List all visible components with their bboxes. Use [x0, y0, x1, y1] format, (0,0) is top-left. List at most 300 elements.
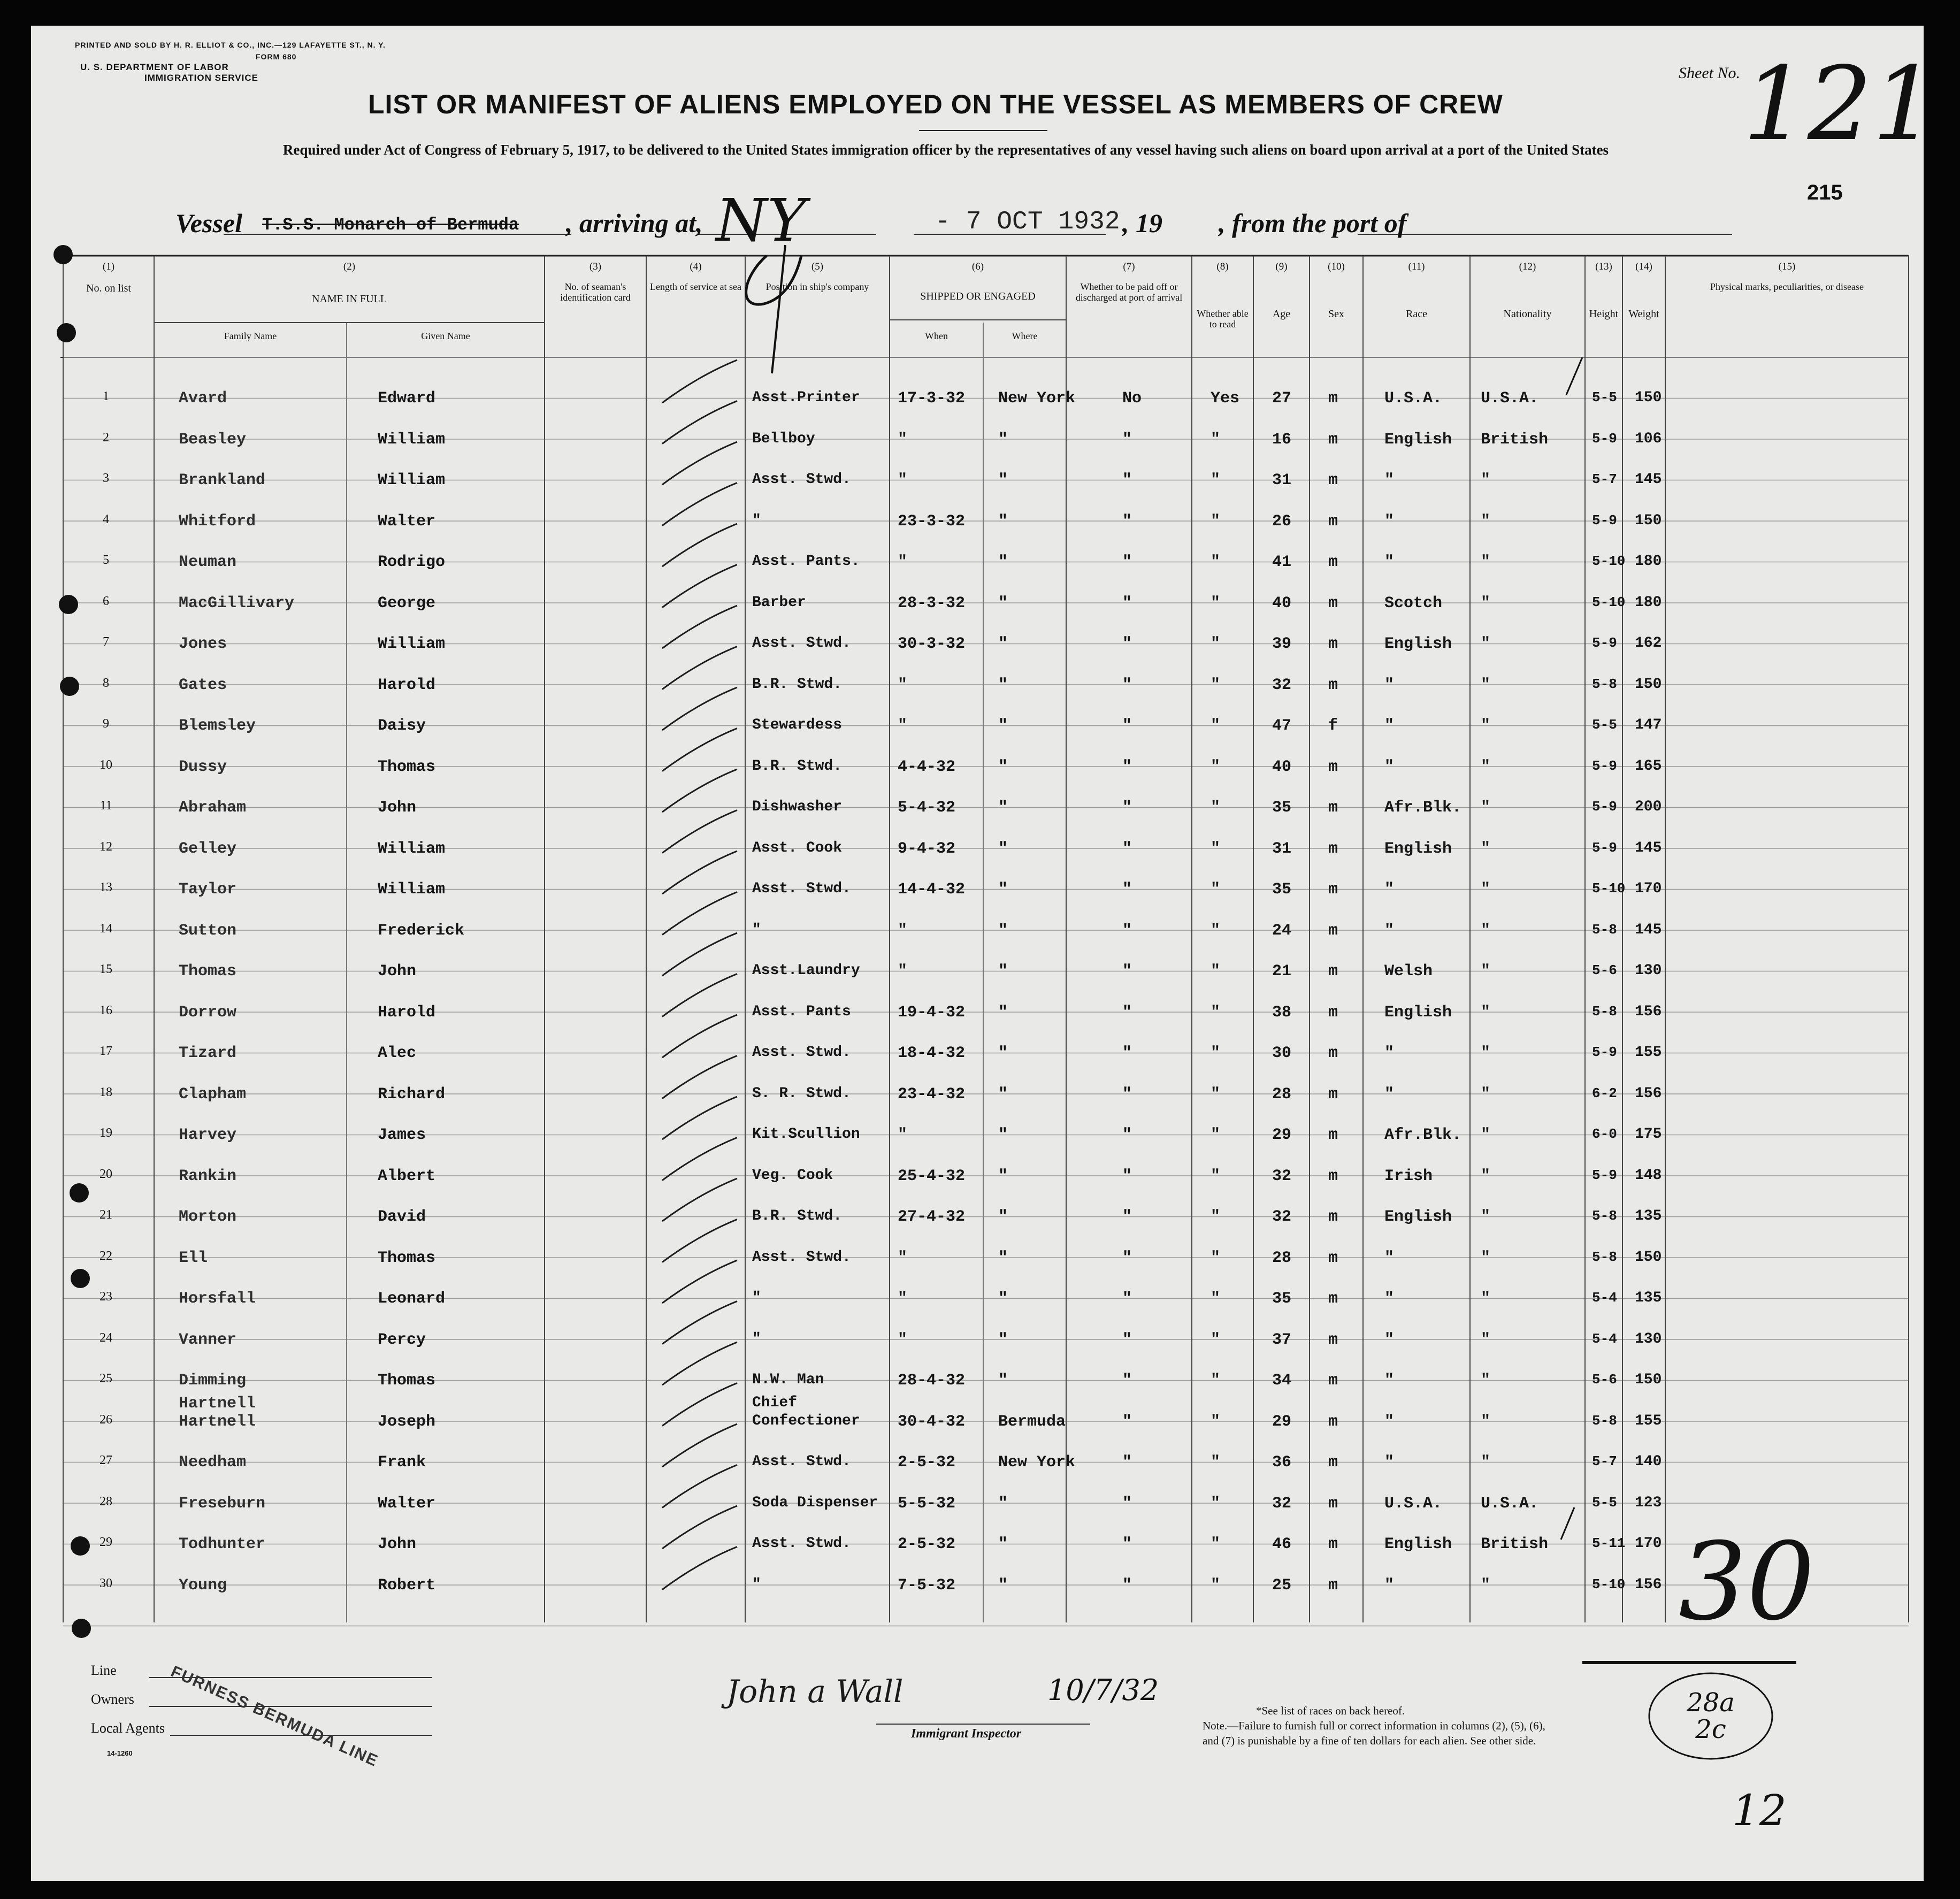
nationality: " — [1481, 471, 1491, 489]
nationality: " — [1481, 717, 1491, 735]
height: 5-11 — [1592, 1535, 1626, 1551]
weight: 145 — [1635, 921, 1662, 938]
race: Afr.Blk. — [1384, 1126, 1462, 1144]
shipped-when: 2-5-32 — [898, 1535, 956, 1553]
given-name: Albert — [378, 1167, 436, 1185]
column-title: Weight — [1628, 308, 1659, 320]
age: 31 — [1272, 471, 1292, 489]
weight: 106 — [1635, 430, 1662, 447]
able-to-read: " — [1211, 1290, 1221, 1308]
race: " — [1384, 1453, 1395, 1472]
height: 5-7 — [1592, 1453, 1617, 1469]
race: " — [1384, 757, 1395, 776]
row-number: 14 — [99, 921, 112, 936]
family-name: Hartnell — [179, 1412, 256, 1431]
weight: 150 — [1635, 512, 1662, 529]
column-subtitle: Where — [1012, 331, 1038, 341]
family-name: Neuman — [179, 553, 237, 571]
able-to-read: " — [1211, 962, 1221, 981]
shipped-when: 19-4-32 — [898, 1003, 966, 1022]
sex: m — [1328, 757, 1338, 776]
weight: 130 — [1635, 962, 1662, 979]
nationality: " — [1481, 880, 1491, 899]
row-number: 5 — [103, 553, 109, 567]
race: English — [1384, 1208, 1452, 1226]
sex: m — [1328, 1372, 1338, 1390]
row-number: 20 — [99, 1167, 112, 1181]
arriving-at-label: , arriving at, — [566, 208, 703, 238]
circled-note-bottom: 2c — [1695, 1714, 1726, 1744]
height: 5-9 — [1592, 1167, 1617, 1183]
furness-stamp: FURNESS BERMUDA LINE — [168, 1663, 381, 1771]
weight: 123 — [1635, 1494, 1662, 1511]
row-number: 23 — [99, 1290, 112, 1304]
shipped-when: " — [898, 471, 908, 489]
column-title: SHIPPED OR ENGAGED — [920, 290, 1036, 302]
given-name: Alec — [378, 1044, 417, 1062]
shipped-where: " — [998, 880, 1008, 899]
weight: 148 — [1635, 1167, 1662, 1184]
family-name: Thomas — [179, 962, 237, 981]
shipped-when: " — [898, 553, 908, 571]
shipped-where: " — [998, 1208, 1008, 1226]
page-number: 215 — [1807, 181, 1843, 204]
position: Dishwasher — [752, 799, 843, 815]
shipped-when: " — [898, 717, 908, 735]
nationality: " — [1481, 839, 1491, 858]
able-to-read: " — [1211, 921, 1221, 940]
paid-off: " — [1122, 1412, 1132, 1431]
race: " — [1384, 717, 1395, 735]
punch-hole — [53, 245, 73, 264]
able-to-read: " — [1211, 1208, 1221, 1226]
race: " — [1384, 1576, 1395, 1595]
weight: 155 — [1635, 1044, 1662, 1061]
shipped-when: 18-4-32 — [898, 1044, 966, 1062]
owners-label: Owners — [91, 1691, 134, 1707]
family-name-above: Hartnell — [179, 1394, 256, 1413]
shipped-where: " — [998, 594, 1008, 612]
shipped-when: 28-4-32 — [898, 1372, 966, 1390]
paid-off: " — [1122, 512, 1132, 531]
given-name: Edward — [378, 389, 436, 408]
column-number: (3) — [589, 261, 602, 272]
weight: 150 — [1635, 389, 1662, 406]
age: 35 — [1272, 799, 1292, 817]
shipped-where: " — [998, 839, 1008, 858]
height: 5-5 — [1592, 389, 1617, 405]
given-name: James — [378, 1126, 426, 1144]
column-title: Height — [1589, 308, 1619, 320]
column-number: (10) — [1328, 261, 1345, 272]
paid-off: " — [1122, 921, 1132, 940]
height: 5-9 — [1592, 635, 1617, 651]
punch-hole — [71, 1269, 90, 1288]
form-number: FORM 680 — [256, 52, 297, 61]
family-name: Needham — [179, 1453, 247, 1472]
column-number: (8) — [1216, 261, 1229, 272]
age: 36 — [1272, 1453, 1292, 1472]
row-number: 9 — [103, 717, 109, 731]
shipped-where: " — [998, 757, 1008, 776]
able-to-read: " — [1211, 1044, 1221, 1062]
position: Soda Dispenser — [752, 1494, 878, 1511]
sex: m — [1328, 1167, 1338, 1185]
position: Asst. Stwd. — [752, 471, 851, 488]
weight: 150 — [1635, 1249, 1662, 1266]
family-name: Taylor — [179, 880, 237, 899]
family-name: Freseburn — [179, 1494, 266, 1513]
table-row — [31, 1004, 1924, 1045]
column-number: (5) — [811, 261, 824, 272]
position: N.W. Man — [752, 1372, 824, 1388]
shipped-where: " — [998, 512, 1008, 531]
weight: 145 — [1635, 839, 1662, 856]
shipped-where: " — [998, 1249, 1008, 1267]
sex: m — [1328, 635, 1338, 653]
shipped-when: 4-4-32 — [898, 757, 956, 776]
age: 39 — [1272, 635, 1292, 653]
given-name: John — [378, 962, 417, 981]
weight: 200 — [1635, 799, 1662, 815]
position: " — [752, 1576, 761, 1593]
shipped-when: 2-5-32 — [898, 1453, 956, 1472]
manifest-sheet — [31, 26, 1937, 1881]
row-number: 2 — [103, 430, 109, 445]
table-row — [31, 635, 1924, 676]
able-to-read: " — [1211, 553, 1221, 571]
shipped-when: " — [898, 921, 908, 940]
table-row — [31, 1535, 1924, 1576]
able-to-read: " — [1211, 799, 1221, 817]
sex: m — [1328, 1126, 1338, 1144]
race: " — [1384, 1249, 1395, 1267]
position: Asst. Cook — [752, 839, 843, 856]
height: 5-8 — [1592, 921, 1617, 938]
table-row — [31, 717, 1924, 758]
paid-off: " — [1122, 594, 1132, 612]
sex: m — [1328, 1412, 1338, 1431]
position: Bellboy — [752, 430, 815, 447]
table-row — [31, 758, 1924, 799]
able-to-read: " — [1211, 1372, 1221, 1390]
nationality: " — [1481, 553, 1491, 571]
inspector-title: Immigrant Inspector — [911, 1727, 1022, 1741]
family-name: MacGillivary — [179, 594, 295, 612]
weight: 156 — [1635, 1003, 1662, 1020]
local-agents-label: Local Agents — [91, 1720, 165, 1736]
shipped-when: " — [898, 676, 908, 694]
weight: 150 — [1635, 676, 1662, 693]
given-name: William — [378, 430, 446, 449]
column-number: (9) — [1275, 261, 1288, 272]
nationality: U.S.A. — [1481, 389, 1539, 408]
height: 5-10 — [1592, 880, 1626, 897]
race: English — [1384, 1535, 1452, 1553]
position: S. R. Stwd. — [752, 1085, 851, 1102]
table-row — [31, 1576, 1924, 1618]
nationality: " — [1481, 594, 1491, 612]
shipped-where: " — [998, 1535, 1008, 1553]
row-number: 10 — [99, 757, 112, 772]
height: 5-10 — [1592, 553, 1626, 569]
height: 5-8 — [1592, 1412, 1617, 1429]
column-number: (15) — [1778, 261, 1796, 272]
shipped-where: " — [998, 1167, 1008, 1185]
able-to-read: " — [1211, 1167, 1221, 1185]
position: " — [752, 512, 761, 529]
column-title: Race — [1406, 308, 1427, 320]
height: 5-8 — [1592, 676, 1617, 692]
race: " — [1384, 512, 1395, 531]
sex: m — [1328, 962, 1338, 981]
column-number: (1) — [102, 261, 115, 272]
row-number: 12 — [99, 839, 112, 854]
paid-off: " — [1122, 1208, 1132, 1226]
paid-off: " — [1122, 1576, 1132, 1595]
able-to-read: " — [1211, 1003, 1221, 1022]
nationality: " — [1481, 676, 1491, 694]
height: 5-9 — [1592, 839, 1617, 856]
given-name: George — [378, 594, 436, 612]
row-number: 13 — [99, 880, 112, 894]
shipped-where: " — [998, 1290, 1008, 1308]
column-subtitle: Given Name — [421, 331, 470, 341]
column-number: (14) — [1635, 261, 1652, 272]
position: Asst. Pants — [752, 1003, 851, 1020]
table-row — [31, 1394, 1924, 1454]
shipped-when: 23-3-32 — [898, 512, 966, 531]
family-name: Horsfall — [179, 1290, 256, 1308]
column-number: (2) — [343, 261, 356, 272]
paid-off: " — [1122, 1044, 1132, 1062]
paid-off: " — [1122, 1330, 1132, 1349]
sheet-no-label: Sheet No. — [1679, 64, 1740, 82]
position: Asst. Stwd. — [752, 635, 851, 652]
shipped-when: " — [898, 1126, 908, 1144]
age: 47 — [1272, 717, 1292, 735]
paid-off: " — [1122, 1167, 1132, 1185]
paid-off: " — [1122, 880, 1132, 899]
race: " — [1384, 471, 1395, 489]
position: Asst. Stwd. — [752, 1249, 851, 1266]
vessel-label: Vessel — [175, 208, 242, 238]
service-name: IMMIGRATION SERVICE — [144, 73, 258, 83]
table-row — [31, 1167, 1924, 1208]
sex: m — [1328, 553, 1338, 571]
paid-off: " — [1122, 1126, 1132, 1144]
position: Veg. Cook — [752, 1167, 833, 1184]
table-row — [31, 1044, 1924, 1085]
shipped-where: " — [998, 1372, 1008, 1390]
nationality: " — [1481, 1126, 1491, 1144]
family-name: Abraham — [179, 799, 247, 817]
shipped-when: 28-3-32 — [898, 594, 966, 612]
paid-off: " — [1122, 1453, 1132, 1472]
family-name: Beasley — [179, 430, 247, 449]
nationality: " — [1481, 1003, 1491, 1022]
nationality: " — [1481, 1249, 1491, 1267]
sex: m — [1328, 1003, 1338, 1022]
table-row — [31, 1331, 1924, 1372]
shipped-where: Bermuda — [998, 1412, 1066, 1431]
punch-hole — [57, 323, 76, 342]
row-number: 19 — [99, 1126, 112, 1140]
able-to-read: " — [1211, 1494, 1221, 1513]
sex: m — [1328, 389, 1338, 408]
shipped-when: " — [898, 1249, 908, 1267]
nationality: " — [1481, 1167, 1491, 1185]
row-number: 21 — [99, 1208, 112, 1222]
race: Scotch — [1384, 594, 1443, 612]
column-title: Physical marks, peculiarities, or disease — [1710, 281, 1864, 292]
able-to-read: " — [1211, 430, 1221, 449]
height: 5-8 — [1592, 1249, 1617, 1265]
position: Confectioner — [752, 1412, 860, 1429]
weight: 150 — [1635, 1372, 1662, 1388]
race: " — [1384, 921, 1395, 940]
family-name: Dorrow — [179, 1003, 237, 1022]
height: 5-7 — [1592, 471, 1617, 487]
department-label — [80, 62, 358, 83]
given-name: William — [378, 471, 446, 489]
weight: 170 — [1635, 1535, 1662, 1552]
sex: m — [1328, 1085, 1338, 1104]
nationality: " — [1481, 1085, 1491, 1104]
column-subtitle: Family Name — [224, 331, 277, 341]
height: 5-9 — [1592, 799, 1617, 815]
row-number: 4 — [103, 512, 109, 526]
sex: m — [1328, 1494, 1338, 1513]
height: 5-8 — [1592, 1003, 1617, 1020]
row-number: 22 — [99, 1249, 112, 1263]
height: 5-9 — [1592, 430, 1617, 447]
given-name: Thomas — [378, 1372, 436, 1390]
family-name: Clapham — [179, 1085, 247, 1104]
shipped-when: " — [898, 430, 908, 449]
weight: 135 — [1635, 1208, 1662, 1224]
shipped-where: " — [998, 1003, 1008, 1022]
paid-off: " — [1122, 717, 1132, 735]
nationality: British — [1481, 1535, 1549, 1553]
weight: 175 — [1635, 1126, 1662, 1143]
given-name: Harold — [378, 1003, 436, 1022]
shipped-where: New York — [998, 389, 1076, 408]
line-label: Line — [91, 1663, 117, 1678]
race: " — [1384, 880, 1395, 899]
able-to-read: " — [1211, 1085, 1221, 1104]
age: 28 — [1272, 1085, 1292, 1104]
column-title: No. of seaman's identification card — [560, 281, 631, 303]
shipped-when: 17-3-32 — [898, 389, 966, 408]
race: English — [1384, 1003, 1452, 1022]
position: Asst. Stwd. — [752, 1535, 851, 1552]
position: Kit.Scullion — [752, 1126, 860, 1143]
age: 46 — [1272, 1535, 1292, 1553]
given-name: William — [378, 839, 446, 858]
shipped-when: " — [898, 1290, 908, 1308]
position-above: Chief — [752, 1394, 798, 1411]
position: Asst.Laundry — [752, 962, 860, 979]
sheet-number: 121 — [1743, 45, 1937, 163]
column-number: (7) — [1123, 261, 1135, 272]
age: 26 — [1272, 512, 1292, 531]
family-name: Sutton — [179, 921, 237, 940]
nationality: " — [1481, 757, 1491, 776]
age: 16 — [1272, 430, 1292, 449]
table-row — [31, 880, 1924, 922]
family-name: Blemsley — [179, 717, 256, 735]
column-number: (12) — [1519, 261, 1536, 272]
sex: m — [1328, 1576, 1338, 1595]
note-penalty-2: and (7) is punishable by a fine of ten dollars for each alien. See other side. — [1203, 1734, 1536, 1747]
age: 29 — [1272, 1412, 1292, 1431]
paid-off: " — [1122, 1494, 1132, 1513]
note-penalty-1: Note.—Failure to furnish full or correct information in columns (2), (5), (6), — [1203, 1719, 1545, 1732]
height: 5-10 — [1592, 1576, 1626, 1592]
paid-off: " — [1122, 553, 1132, 571]
row-number: 17 — [99, 1044, 112, 1058]
shipped-when: 30-3-32 — [898, 635, 966, 653]
sex: m — [1328, 1290, 1338, 1308]
race: Afr.Blk. — [1384, 799, 1462, 817]
paid-off: " — [1122, 1003, 1132, 1022]
family-name: Avard — [179, 389, 227, 408]
sex: f — [1328, 717, 1338, 735]
shipped-where: " — [998, 430, 1008, 449]
footnotes — [1203, 1703, 1684, 1748]
height: 5-9 — [1592, 512, 1617, 529]
age: 29 — [1272, 1126, 1292, 1144]
able-to-read: " — [1211, 839, 1221, 858]
shipped-where: " — [998, 799, 1008, 817]
row-number: 29 — [99, 1535, 112, 1549]
shipped-where: " — [998, 1330, 1008, 1349]
weight: 156 — [1635, 1085, 1662, 1102]
column-title: Nationality — [1503, 308, 1552, 320]
race: " — [1384, 1085, 1395, 1104]
nationality: U.S.A. — [1481, 1494, 1539, 1513]
paid-off: " — [1122, 676, 1132, 694]
column-number: (11) — [1408, 261, 1425, 272]
shipped-where: " — [998, 1126, 1008, 1144]
given-name: Rodrigo — [378, 553, 446, 571]
nationality: " — [1481, 1453, 1491, 1472]
handwritten-total: 30 — [1679, 1520, 1815, 1644]
nationality: " — [1481, 1576, 1491, 1595]
shipped-when: " — [898, 962, 908, 981]
sex: m — [1328, 676, 1338, 694]
position: " — [752, 1330, 761, 1347]
height: 5-10 — [1592, 594, 1626, 610]
age: 28 — [1272, 1249, 1292, 1267]
shipped-where: " — [998, 1044, 1008, 1062]
shipped-where: " — [998, 962, 1008, 981]
row-number: 28 — [99, 1494, 112, 1509]
family-name: Jones — [179, 635, 227, 653]
column-title: No. on list — [86, 282, 131, 294]
age: 40 — [1272, 757, 1292, 776]
age: 34 — [1272, 1372, 1292, 1390]
punch-hole — [60, 677, 79, 696]
position: Asst. Stwd. — [752, 880, 851, 897]
row-number: 15 — [99, 962, 112, 976]
age: 35 — [1272, 880, 1292, 899]
nationality: " — [1481, 1044, 1491, 1062]
table-row — [31, 1208, 1924, 1249]
sex: m — [1328, 1330, 1338, 1349]
paid-off: " — [1122, 839, 1132, 858]
